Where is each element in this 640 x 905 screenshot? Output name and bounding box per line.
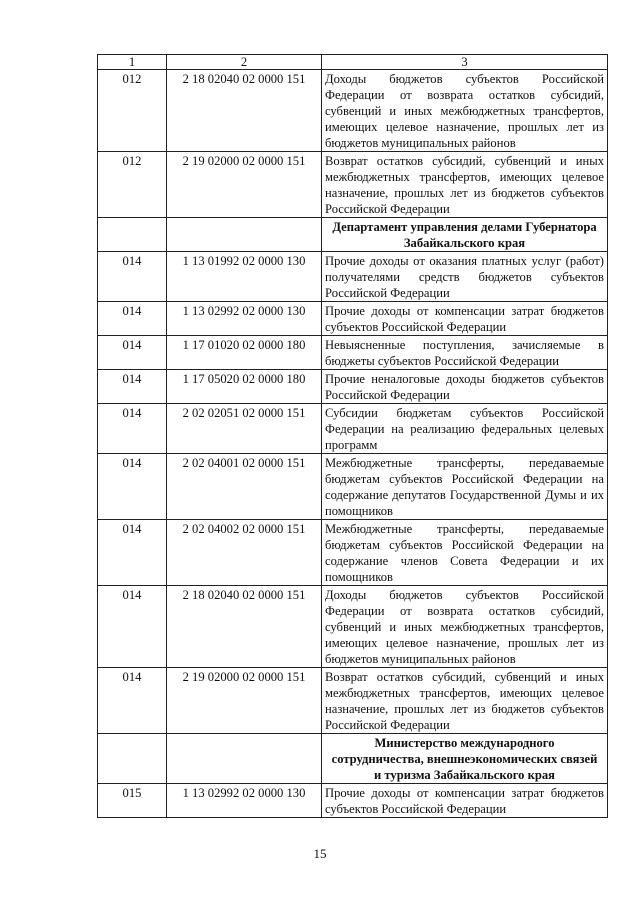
admin-code: 014: [98, 586, 167, 668]
department-title: Департамент управления делами Губернатора Забайкальского края: [322, 218, 608, 252]
budget-classification-code: 2 02 04002 02 0000 151: [167, 520, 322, 586]
revenue-description: Прочие неналоговые доходы бюджетов субъектов Российской Федерации: [322, 370, 608, 404]
empty-cell: [98, 734, 167, 784]
admin-code: 014: [98, 252, 167, 302]
admin-code: 014: [98, 668, 167, 734]
table-row: [98, 152, 608, 218]
empty-cell: [98, 218, 167, 252]
revenue-description: Невыясненные поступления, зачисляемые в бюджеты субъектов Российской Федерации: [322, 336, 608, 370]
department-title: Министерство международного сотрудничества, внешнеэкономических связей и туризма Забайкальского края: [322, 734, 608, 784]
table-row: [98, 520, 608, 586]
table-row: [98, 252, 608, 302]
column-number: 3: [322, 55, 608, 70]
revenue-description: Межбюджетные трансферты, передаваемые бюджетам субъектов Российской Федерации на содержание депутатов Государственной Думы и их помощников: [322, 454, 608, 520]
admin-code: 014: [98, 520, 167, 586]
revenue-description: Прочие доходы от компенсации затрат бюджетов субъектов Российской Федерации: [322, 302, 608, 336]
table-row: [98, 336, 608, 370]
department-header-row: [98, 218, 608, 252]
admin-code: 012: [98, 70, 167, 152]
budget-classification-code: 1 13 02992 02 0000 130: [167, 784, 322, 818]
column-number: 2: [167, 55, 322, 70]
admin-code: 012: [98, 152, 167, 218]
budget-classification-code: 1 17 05020 02 0000 180: [167, 370, 322, 404]
revenue-description: Прочие доходы от компенсации затрат бюджетов субъектов Российской Федерации: [322, 784, 608, 818]
revenue-description: Прочие доходы от оказания платных услуг (работ) получателями средств бюджетов субъектов Российской Федерации: [322, 252, 608, 302]
table-row: [98, 586, 608, 668]
budget-classification-code: 2 02 02051 02 0000 151: [167, 404, 322, 454]
budget-classification-code: 1 17 01020 02 0000 180: [167, 336, 322, 370]
budget-classification-code: 2 19 02000 02 0000 151: [167, 152, 322, 218]
table-row: [98, 302, 608, 336]
budget-classification-code: 2 02 04001 02 0000 151: [167, 454, 322, 520]
budget-classification-code: 1 13 02992 02 0000 130: [167, 302, 322, 336]
empty-cell: [167, 734, 322, 784]
table-row: [98, 668, 608, 734]
revenue-description: Возврат остатков субсидий, субвенций и иных межбюджетных трансфертов, имеющих целевое назначение, прошлых лет из бюджетов субъектов Российской Федерации: [322, 668, 608, 734]
department-header-row: [98, 734, 608, 784]
table-row: [98, 370, 608, 404]
revenue-description: Доходы бюджетов субъектов Российской Федерации от возврата остатков субсидий, субвенций и иных межбюджетных трансфертов, имеющих целевое назначение, прошлых лет из бюджетов муниципальных районов: [322, 586, 608, 668]
admin-code: 015: [98, 784, 167, 818]
revenue-description: Субсидии бюджетам субъектов Российской Федерации на реализацию федеральных целевых программ: [322, 404, 608, 454]
revenue-description: Возврат остатков субсидий, субвенций и иных межбюджетных трансфертов, имеющих целевое назначение, прошлых лет из бюджетов субъектов Российской Федерации: [322, 152, 608, 218]
budget-classification-code: 1 13 01992 02 0000 130: [167, 252, 322, 302]
admin-code: 014: [98, 336, 167, 370]
table-row: [98, 784, 608, 818]
admin-code: 014: [98, 370, 167, 404]
revenue-codes-table: [97, 54, 608, 818]
revenue-description: Доходы бюджетов субъектов Российской Федерации от возврата остатков субсидий, субвенций и иных межбюджетных трансфертов, имеющих целевое назначение, прошлых лет из бюджетов муниципальных районов: [322, 70, 608, 152]
budget-classification-code: 2 18 02040 02 0000 151: [167, 586, 322, 668]
table-row: [98, 454, 608, 520]
page-number: 15: [313, 846, 327, 861]
column-number-row: [98, 55, 608, 70]
revenue-description: Межбюджетные трансферты, передаваемые бюджетам субъектов Российской Федерации на содержание членов Совета Федерации и их помощников: [322, 520, 608, 586]
column-number: 1: [98, 55, 167, 70]
budget-classification-code: 2 19 02000 02 0000 151: [167, 668, 322, 734]
empty-cell: [167, 218, 322, 252]
budget-classification-code: 2 18 02040 02 0000 151: [167, 70, 322, 152]
table-row: [98, 404, 608, 454]
admin-code: 014: [98, 302, 167, 336]
admin-code: 014: [98, 404, 167, 454]
table-row: [98, 70, 608, 152]
admin-code: 014: [98, 454, 167, 520]
